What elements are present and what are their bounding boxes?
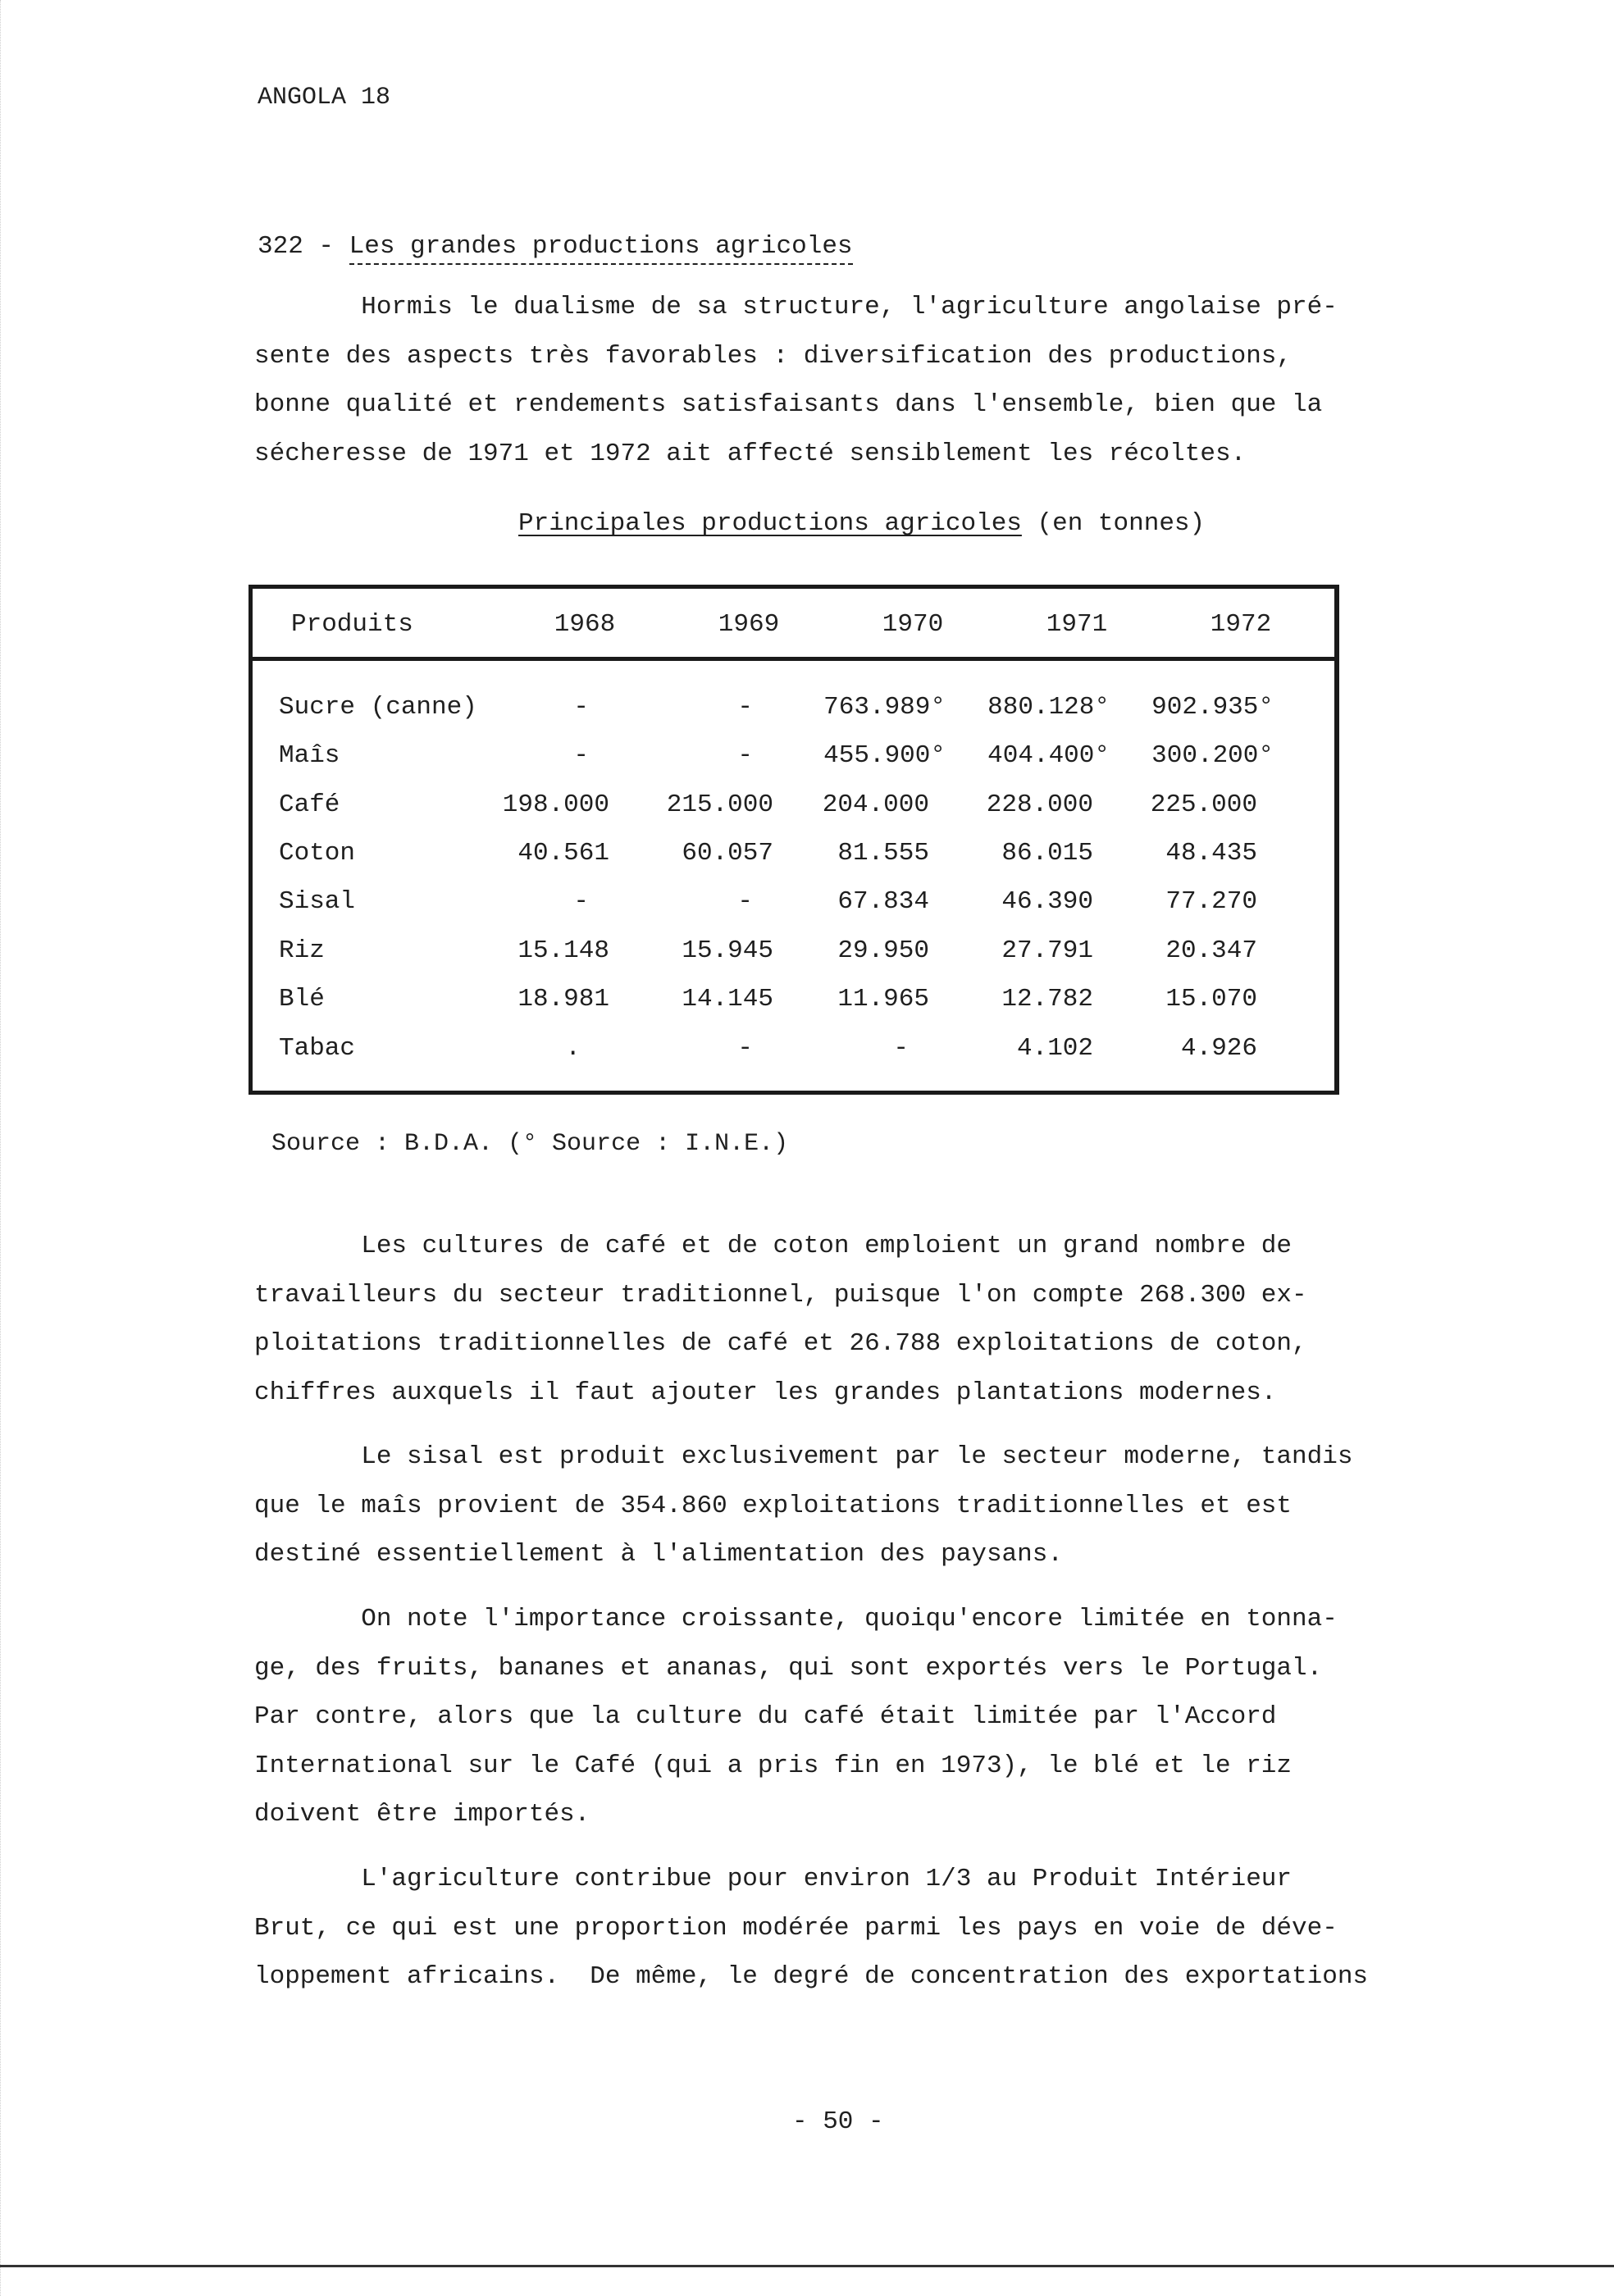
paragraph-line: loppement africains. De même, le degré de concentration des exportations bbox=[254, 1962, 1369, 1991]
column-header-1971: 1971 bbox=[1046, 610, 1108, 639]
production-table bbox=[248, 585, 1339, 1095]
paragraph-line: que le maîs provient de 354.860 exploitations traditionnelles et est bbox=[254, 1491, 1293, 1520]
table-cell: - bbox=[737, 1034, 753, 1063]
body-paragraph-gdp bbox=[254, 1863, 1452, 2010]
table-cell: - bbox=[573, 693, 589, 722]
table-cell: 29.950 bbox=[837, 936, 929, 965]
paragraph-line: doivent être importés. bbox=[254, 1800, 590, 1829]
row-label: Tabac bbox=[279, 1034, 356, 1063]
table-cell: 77.270 bbox=[1165, 887, 1257, 916]
table-cell: 81.555 bbox=[837, 839, 929, 868]
table-cell: 225.000 bbox=[1150, 790, 1257, 819]
table-cell: 15.070 bbox=[1165, 985, 1257, 1014]
paragraph-line: chiffres auxquels il faut ajouter les grandes plantations modernes. bbox=[254, 1378, 1277, 1407]
paragraph-line: Par contre, alors que la culture du café était limitée par l'Accord bbox=[254, 1702, 1277, 1731]
paragraph-line: International sur le Café (qui a pris fin en 1973), le blé et le riz bbox=[254, 1751, 1293, 1780]
table-cell: 18.981 bbox=[517, 985, 609, 1014]
table-cell: - bbox=[737, 693, 753, 722]
paragraph-line: sente des aspects très favorables : diversification des productions, bbox=[254, 341, 1293, 371]
table-cell: 198.000 bbox=[502, 790, 609, 819]
paragraph-line: ge, des fruits, bananes et ananas, qui sont exportés vers le Portugal. bbox=[254, 1653, 1323, 1683]
body-paragraph-sisal bbox=[254, 1441, 1452, 1588]
paragraph-line: Les cultures de café et de coton emploient un grand nombre de bbox=[254, 1232, 1293, 1260]
table-cell: . bbox=[565, 1034, 581, 1063]
column-header-1968: 1968 bbox=[554, 610, 616, 639]
paragraph-line: bonne qualité et rendements satisfaisants dans l'ensemble, bien que la bbox=[254, 390, 1323, 419]
paragraph-line: Hormis le dualisme de sa structure, l'agriculture angolaise pré- bbox=[254, 293, 1338, 321]
table-cell: 60.057 bbox=[682, 839, 773, 868]
table-cell: 455.900° bbox=[823, 741, 946, 770]
table-caption-unit: (en tonnes) bbox=[1021, 509, 1206, 538]
table-cell: 204.000 bbox=[822, 790, 929, 819]
paragraph-line: destiné essentiellement à l'alimentation des paysans. bbox=[254, 1540, 1063, 1569]
column-header-1969: 1969 bbox=[718, 610, 780, 639]
table-cell: 48.435 bbox=[1165, 839, 1257, 868]
table-cell: 46.390 bbox=[1001, 887, 1093, 916]
section-heading bbox=[258, 234, 853, 259]
table-cell: 215.000 bbox=[666, 790, 773, 819]
paragraph-line: Le sisal est produit exclusivement par le secteur moderne, tandis bbox=[254, 1442, 1353, 1471]
row-label: Riz bbox=[279, 936, 325, 965]
column-header-1970: 1970 bbox=[882, 610, 944, 639]
table-cell: 763.989° bbox=[823, 693, 946, 722]
table-caption-title: Principales productions agricoles bbox=[518, 509, 1022, 538]
table-cell: 20.347 bbox=[1165, 936, 1257, 965]
row-label: Sucre (canne) bbox=[279, 693, 477, 722]
table-cell: 4.926 bbox=[1180, 1034, 1257, 1063]
table-header-separator bbox=[253, 657, 1334, 661]
table-cell: 14.145 bbox=[682, 985, 773, 1014]
row-label: Maîs bbox=[279, 741, 340, 770]
table-cell: 15.148 bbox=[517, 936, 609, 965]
table-source: Source : B.D.A. (° Source : I.N.E.) bbox=[271, 1130, 789, 1158]
table-cell: 4.102 bbox=[1016, 1034, 1093, 1063]
table-cell: - bbox=[737, 887, 753, 916]
table-caption bbox=[518, 511, 1205, 536]
section-number: 322 - bbox=[258, 232, 349, 261]
table-cell: 300.200° bbox=[1151, 741, 1274, 770]
table-cell: 404.400° bbox=[987, 741, 1110, 770]
body-paragraph-fruits bbox=[254, 1603, 1452, 1847]
running-header: ANGOLA 18 bbox=[258, 84, 391, 112]
table-cell: - bbox=[737, 741, 753, 770]
intro-paragraph bbox=[254, 291, 1452, 486]
row-label: Café bbox=[279, 790, 340, 819]
paragraph-line: On note l'importance croissante, quoiqu'encore limitée en tonna- bbox=[254, 1605, 1338, 1633]
paragraph-line: L'agriculture contribue pour environ 1/3 au Produit Intérieur bbox=[254, 1865, 1293, 1893]
paragraph-line: sécheresse de 1971 et 1972 ait affecté sensiblement les récoltes. bbox=[254, 439, 1247, 468]
paragraph-line: Brut, ce qui est une proportion modérée parmi les pays en voie de déve- bbox=[254, 1913, 1338, 1943]
table-cell: 902.935° bbox=[1151, 693, 1274, 722]
row-label: Coton bbox=[279, 839, 356, 868]
table-cell: 880.128° bbox=[987, 693, 1110, 722]
table-cell: - bbox=[573, 887, 589, 916]
table-cell: 86.015 bbox=[1001, 839, 1093, 868]
scan-edge-artifact bbox=[0, 0, 9, 2296]
table-cell: 15.945 bbox=[682, 936, 773, 965]
paragraph-line: ploitations traditionnelles de café et 26.788 exploitations de coton, bbox=[254, 1329, 1307, 1358]
column-header-products: Produits bbox=[291, 610, 413, 639]
page-number: - 50 - bbox=[792, 2107, 884, 2136]
table-cell: 11.965 bbox=[837, 985, 929, 1014]
table-cell: - bbox=[573, 741, 589, 770]
table-cell: - bbox=[893, 1034, 909, 1063]
table-cell: 228.000 bbox=[986, 790, 1093, 819]
body-paragraph-coffee-cotton bbox=[254, 1230, 1452, 1425]
column-header-1972: 1972 bbox=[1210, 610, 1272, 639]
paragraph-line: travailleurs du secteur traditionnel, puisque l'on compte 268.300 ex- bbox=[254, 1280, 1307, 1310]
table-cell: 67.834 bbox=[837, 887, 929, 916]
row-label: Blé bbox=[279, 985, 325, 1014]
table-cell: 12.782 bbox=[1001, 985, 1093, 1014]
row-label: Sisal bbox=[279, 887, 356, 916]
section-title: Les grandes productions agricoles bbox=[349, 232, 853, 265]
bottom-rule bbox=[0, 2265, 1614, 2267]
table-cell: 27.791 bbox=[1001, 936, 1093, 965]
table-cell: 40.561 bbox=[517, 839, 609, 868]
